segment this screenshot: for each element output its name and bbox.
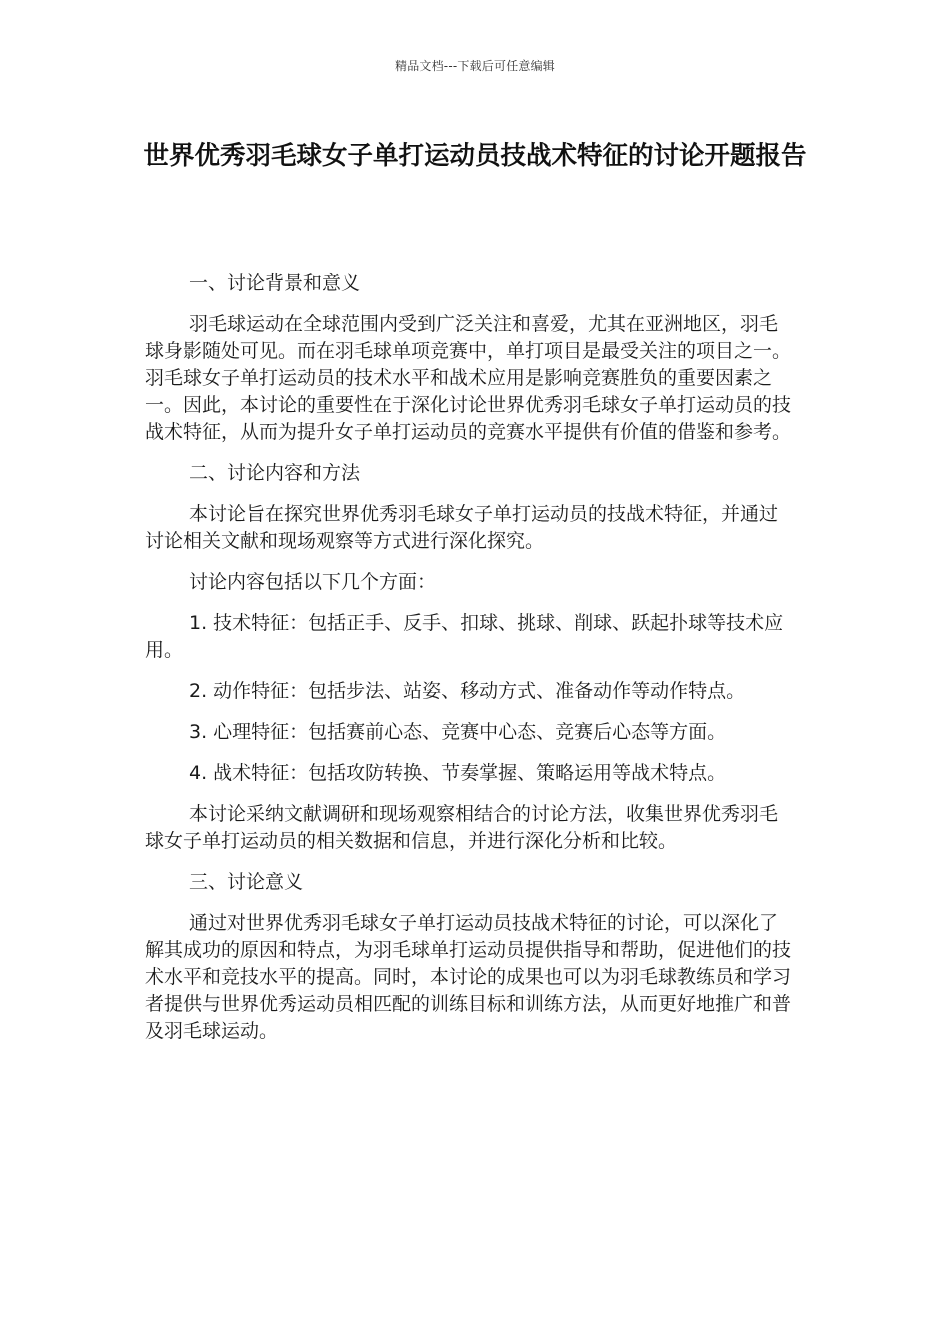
document-body	[145, 270, 795, 1059]
paragraph-content-intro: 讨论内容包括以下几个方面：	[189, 571, 437, 593]
document-title: 世界优秀羽毛球女子单打运动员技战术特征的讨论开题报告	[143, 141, 807, 171]
list-item-psychology: 3. 心理特征：包括赛前心态、竞赛中心态、竞赛后心态等方面。	[189, 721, 727, 743]
paragraph-background: 羽毛球运动在全球范围内受到广泛关注和喜爱，尤其在亚洲地区，羽毛球身影随处可见。而在羽毛球单项竞赛中，单打项目是最受关注的项目之一。羽毛球女子单打运动员的技术水平和战术应用是影响竞赛胜负的重要因素之一。因此，本讨论的重要性在于深化讨论世界优秀羽毛球女子单打运动员的技战术特征，从而为提升女子单打运动员的竞赛水平提供有价值的借鉴和参考。	[145, 313, 792, 443]
list-item-tactics: 4. 战术特征：包括攻防转换、节奏掌握、策略运用等战术特点。	[189, 762, 727, 784]
page-header: 精品文档---下载后可任意编辑	[395, 59, 555, 73]
list-item-technique: 1. 技术特征：包括正手、反手、扣球、挑球、削球、跃起扑球等技术应用。	[145, 612, 784, 661]
section-heading-content-method: 二、讨论内容和方法	[189, 462, 361, 484]
paragraph-significance: 通过对世界优秀羽毛球女子单打运动员技战术特征的讨论，可以深化了解其成功的原因和特点，为羽毛球单打运动员提供指导和帮助，促进他们的技术水平和竞技水平的提高。同时，本讨论的成果也可以为羽毛球教练员和学习者提供与世界优秀运动员相匹配的训练目标和训练方法，从而更好地推广和普及羽毛球运动。	[145, 912, 792, 1042]
paragraph-method: 本讨论采纳文献调研和现场观察相结合的讨论方法，收集世界优秀羽毛球女子单打运动员的相关数据和信息，并进行深化分析和比较。	[145, 803, 779, 852]
paragraph-purpose: 本讨论旨在探究世界优秀羽毛球女子单打运动员的技战术特征，并通过讨论相关文献和现场观察等方式进行深化探究。	[145, 503, 779, 552]
section-heading-significance: 三、讨论意义	[189, 871, 304, 893]
section-heading-background: 一、讨论背景和意义	[189, 272, 361, 294]
list-item-movement: 2. 动作特征：包括步法、站姿、移动方式、准备动作等动作特点。	[189, 680, 746, 702]
